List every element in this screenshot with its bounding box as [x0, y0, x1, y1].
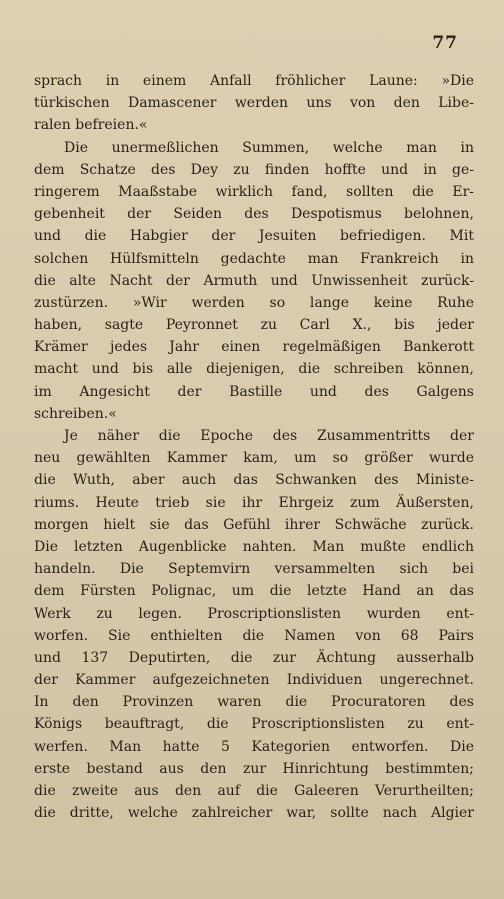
text-line: Je näher die Epoche des Zusammentritts der [64, 428, 474, 444]
text-line: solchen Hülfsmitteln gedachte man Frankreich in [34, 250, 474, 267]
text-line: Werk zu legen. Proscriptionslisten wurden ent- [34, 605, 474, 622]
text-line: worfen. Sie enthielten die Namen von 68 Pairs [34, 627, 474, 644]
text-line: dem Fürsten Polignac, um die letzte Hand an das [34, 583, 474, 600]
text-line: schreiben.« [34, 405, 117, 422]
text-line: ralen befreien.« [34, 117, 148, 134]
text-line: und die Habgier der Jesuiten befriedigen. Mit [34, 228, 474, 245]
text-line: Königs beauftragt, die Proscriptionslisten zu ent- [34, 716, 474, 733]
text-line: erste bestand aus den zur Hinrichtung bestimmten; [34, 760, 474, 777]
text-line: die alte Nacht der Armuth und Unwissenheit zurück- [34, 272, 474, 289]
text-line: macht und bis alle diejenigen, die schreiben können, [34, 361, 474, 378]
text-line: In den Provinzen waren die Procuratoren des [34, 694, 474, 711]
text-line: zustürzen. »Wir werden so lange keine Ruhe [34, 294, 474, 311]
text-line: die zweite aus den auf die Galeeren Verurtheilten; [34, 783, 474, 799]
text-line: werfen. Man hatte 5 Kategorien entworfen. Die [34, 738, 474, 755]
text-line: türkischen Damascener werden uns von den Libe- [34, 95, 474, 112]
page-number: 77 [432, 33, 458, 53]
text-line: und 137 Deputirten, die zur Ächtung ausserhalb [34, 649, 474, 666]
text-line: riums. Heute trieb sie ihr Ehrgeiz zum Äußersten, [34, 494, 474, 511]
text-line: handeln. Die Septemvirn versammelten sich bei [34, 561, 474, 578]
text-line: sprach in einem Anfall fröhlicher Laune: »Die [34, 73, 474, 89]
text-line: neu gewählten Kammer kam, um so größer wurde [34, 450, 474, 467]
text-line: ringerem Maaßstabe wirklich fand, sollten die Er- [34, 183, 474, 200]
text-line: Krämer jedes Jahr einen regelmäßigen Bankerott [34, 339, 474, 356]
text-line: die Wuth, aber auch das Schwanken des Ministe- [34, 472, 474, 489]
body-text [34, 70, 474, 824]
text-line: Die letzten Augenblicke nahten. Man mußte endlich [34, 538, 474, 555]
text-line: die dritte, welche zahlreicher war, sollte nach Algier [34, 805, 474, 822]
text-line: gebenheit der Seiden des Despotismus belohnen, [34, 206, 474, 223]
text-line: der Kammer aufgezeichneten Individuen ungerechnet. [34, 672, 474, 689]
text-line: im Angesicht der Bastille und des Galgens [34, 383, 474, 400]
text-line: haben, sagte Peyronnet zu Carl X., bis jeder [34, 317, 474, 334]
text-line: dem Schatze des Dey zu finden hoffte und in ge- [34, 161, 474, 178]
text-line: morgen hielt sie das Gefühl ihrer Schwäche zurück. [34, 516, 474, 533]
text-line: Die unermeßlichen Summen, welche man in [64, 139, 474, 156]
